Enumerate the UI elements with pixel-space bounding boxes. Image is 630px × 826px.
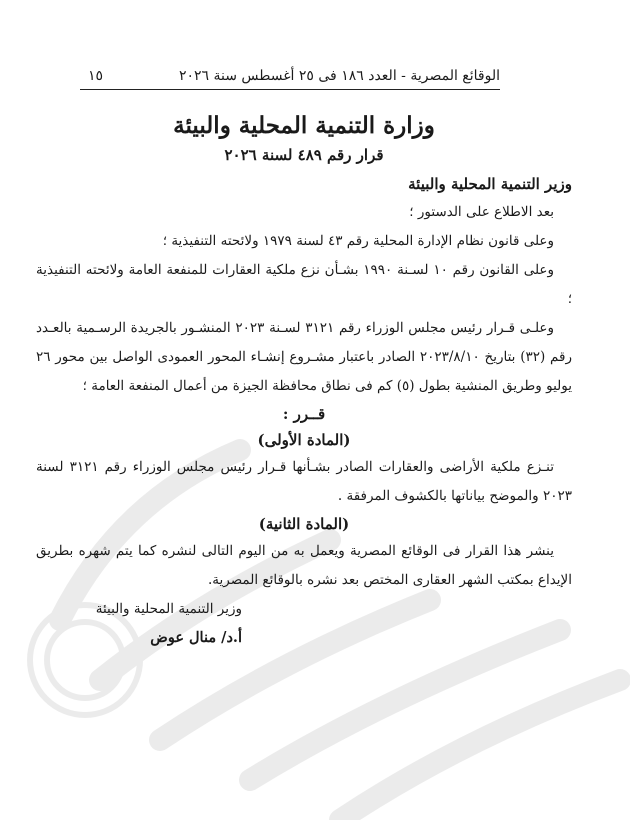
article1-heading: (المادة الأولى): [257, 431, 351, 449]
preamble-local-admin-law: وعلى قانون نظام الإدارة المحلية رقم ٤٣ لسنة ١٩٧٩ ولائحته التنفيذية ؛: [162, 233, 554, 249]
preamble-expropriation-law: وعلى القانون رقم ١٠ لسـنة ١٩٩٠ بشـأن نزع ملكية العقارات للمنفعة العامة ولائحته التنفيذية ؛: [36, 262, 572, 307]
preamble-constitution: بعد الاطلاع على الدستور ؛: [409, 204, 554, 220]
page-number: ١٥: [88, 68, 104, 84]
header-rule: [80, 89, 500, 90]
running-header: [80, 64, 500, 90]
decree-number: قرار رقم ٤٨٩ لسنة ٢٠٢٦: [224, 146, 384, 164]
article1-text: تنـزع ملكية الأراضى والعقارات الصادر بشـأنها قـرار رئيس مجلس الوزراء رقم ٣١٢١ لسنة ٢٠٢٣ والموضح بياناتها بالكشوف المرفقة .: [36, 459, 572, 504]
minister-title: وزير التنمية المحلية والبيئة: [408, 175, 572, 193]
signer-name: أ.د/ منال عوض: [150, 629, 242, 646]
article2-text: ينشر هذا القرار فى الوقائع المصرية ويعمل به من اليوم التالى لنشره كما يتم شهره بطريق الإيداع بمكتب الشهر العقارى المختص بعد نشره بالوقائع المصرية.: [36, 543, 572, 588]
signer-title: وزير التنمية المحلية والبيئة: [95, 601, 242, 617]
decided-heading: قــرر :: [282, 405, 326, 423]
ministry-title: وزارة التنمية المحلية والبيئة: [173, 112, 435, 139]
decree-body: [36, 110, 572, 652]
preamble-pm-decree: وعلـى قـرار رئيس مجلس الوزراء رقم ٣١٢١ لسـنة ٢٠٢٣ المنشـور بالجريدة الرسـمية بالعـدد رقم (٣٢) بتاريخ ٢٠٢٣/٨/١٠ الصادر باعتبار مشـروع إنشـاء المحور العمودى الواصل بين محور ٢٦ يوليو وطريق المنشية بطول (٥) كم فى نطاق محافظة الجيزة من أعمال المنفعة العامة ؛: [36, 320, 572, 394]
running-title: الوقائع المصرية - العدد ١٨٦ فى ٢٥ أغسطس سنة ٢٠٢٦: [178, 68, 500, 84]
article2-heading: (المادة الثانية): [258, 515, 350, 533]
signature-block: [36, 595, 242, 652]
